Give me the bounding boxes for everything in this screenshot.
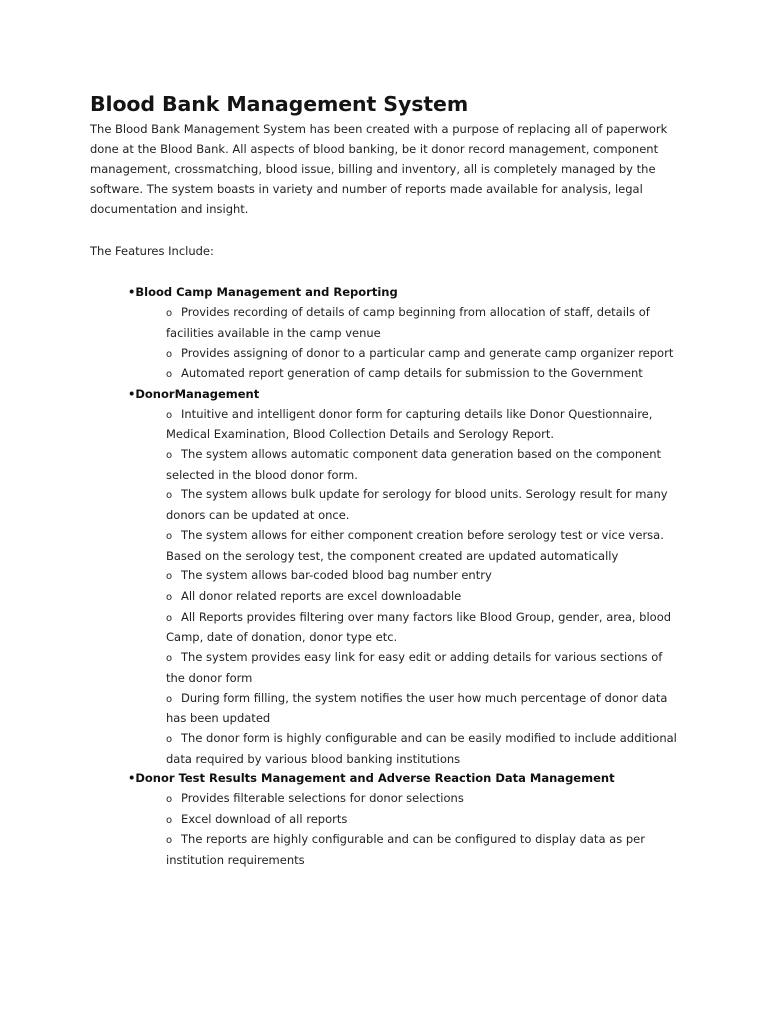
- features-label: The Features Include:: [90, 243, 214, 258]
- list-item: [166, 587, 678, 608]
- document-title: Blood Bank Management System: [90, 92, 469, 116]
- section-title: [128, 769, 680, 789]
- list-item: [166, 608, 678, 648]
- sub-bullet-icon: o: [166, 571, 173, 583]
- list-item-text: Provides recording of details of camp beginning from allocation of staff, details of facilities available in the camp venue: [166, 305, 650, 340]
- list-item: [166, 830, 678, 870]
- list-item: [166, 526, 678, 566]
- list-item-text: Excel download of all reports: [181, 811, 348, 826]
- list-item-text: Provides assigning of donor to a particular camp and generate camp organizer report: [181, 345, 674, 360]
- sub-bullet-icon: o: [166, 653, 173, 665]
- sub-bullet-icon: o: [166, 409, 173, 421]
- list-item: [166, 789, 678, 810]
- section-title-text: Donor Test Results Management and Adverse Reaction Data Management: [135, 771, 615, 786]
- sub-bullet-icon: o: [166, 794, 173, 806]
- document-page: [90, 88, 680, 871]
- list-item-text: The system allows automatic component data generation based on the component selected in the blood donor form.: [166, 447, 662, 482]
- list-item-text: All donor related reports are excel downloadable: [181, 588, 462, 603]
- sub-bullet-icon: o: [166, 348, 173, 360]
- feature-sections: [90, 283, 680, 870]
- list-item: [166, 566, 678, 587]
- list-item: [166, 445, 678, 485]
- list-item-text: The system allows bulk update for serology for blood units. Serology result for many donors can be updated at once.: [166, 487, 668, 523]
- section-title: [128, 283, 680, 303]
- list-item-text: During form filling, the system notifies the user how much percentage of donor data has been updated: [166, 690, 668, 726]
- sub-bullet-icon: o: [166, 530, 173, 542]
- list-item-text: The system allows bar-coded blood bag number entry: [181, 568, 492, 583]
- bullet-icon: •: [128, 771, 136, 786]
- sub-bullet-icon: o: [166, 612, 173, 624]
- list-item-text: Provides filterable selections for donor selections: [181, 791, 464, 806]
- section-title-text: DonorManagement: [135, 386, 260, 401]
- sub-bullet-icon: o: [166, 490, 173, 502]
- sub-bullet-icon: o: [166, 450, 173, 462]
- list-item: [166, 729, 678, 769]
- bullet-icon: •: [128, 386, 136, 401]
- sub-bullet-icon: o: [166, 591, 173, 603]
- bullet-icon: •: [128, 285, 136, 300]
- sub-bullet-icon: o: [166, 814, 173, 826]
- section-title: [128, 385, 680, 405]
- section-title-text: Blood Camp Management and Reporting: [135, 285, 398, 300]
- list-item-text: All Reports provides filtering over many factors like Blood Group, gender, area, blood Camp, date of donation, donor type etc.: [166, 609, 672, 645]
- list-item: [166, 689, 678, 729]
- list-item-text: The system provides easy link for easy edit or adding details for various sections of the donor form: [166, 650, 663, 685]
- list-item: [166, 364, 678, 385]
- sub-bullet-icon: o: [166, 693, 173, 705]
- list-item: [166, 485, 678, 525]
- sub-bullet-icon: o: [166, 835, 173, 847]
- sub-bullet-icon: o: [166, 733, 173, 745]
- list-item: [166, 810, 678, 831]
- list-item: [166, 405, 678, 445]
- list-item: [166, 303, 678, 343]
- list-item: [166, 648, 678, 688]
- list-item-text: The donor form is highly configurable and can be easily modified to include additional data required by various blood banking institutions: [166, 730, 677, 766]
- list-item-text: Intuitive and intelligent donor form for capturing details like Donor Questionnaire, Medical Examination, Blood Collection Details and Serology Report.: [166, 406, 653, 442]
- list-item-text: The system allows for either component creation before serology test or vice versa. Based on the serology test, the component created are updated automatically: [166, 527, 664, 563]
- sub-bullet-icon: o: [166, 308, 173, 320]
- intro-paragraph: The Blood Bank Management System has been created with a purpose of replacing all of paperwork done at the Blood Bank. All aspects of blood banking, be it donor record management, component management, crossmatching, blood issue, billing and inventory, all is completely managed by the software. The system boasts in variety and number of reports made available for analysis, legal documentation and insight.: [90, 122, 668, 216]
- sub-bullet-icon: o: [166, 369, 173, 381]
- list-item-text: Automated report generation of camp details for submission to the Government: [181, 366, 643, 381]
- list-item-text: The reports are highly configurable and can be configured to display data as per institution requirements: [166, 832, 645, 868]
- list-item: [166, 344, 678, 365]
